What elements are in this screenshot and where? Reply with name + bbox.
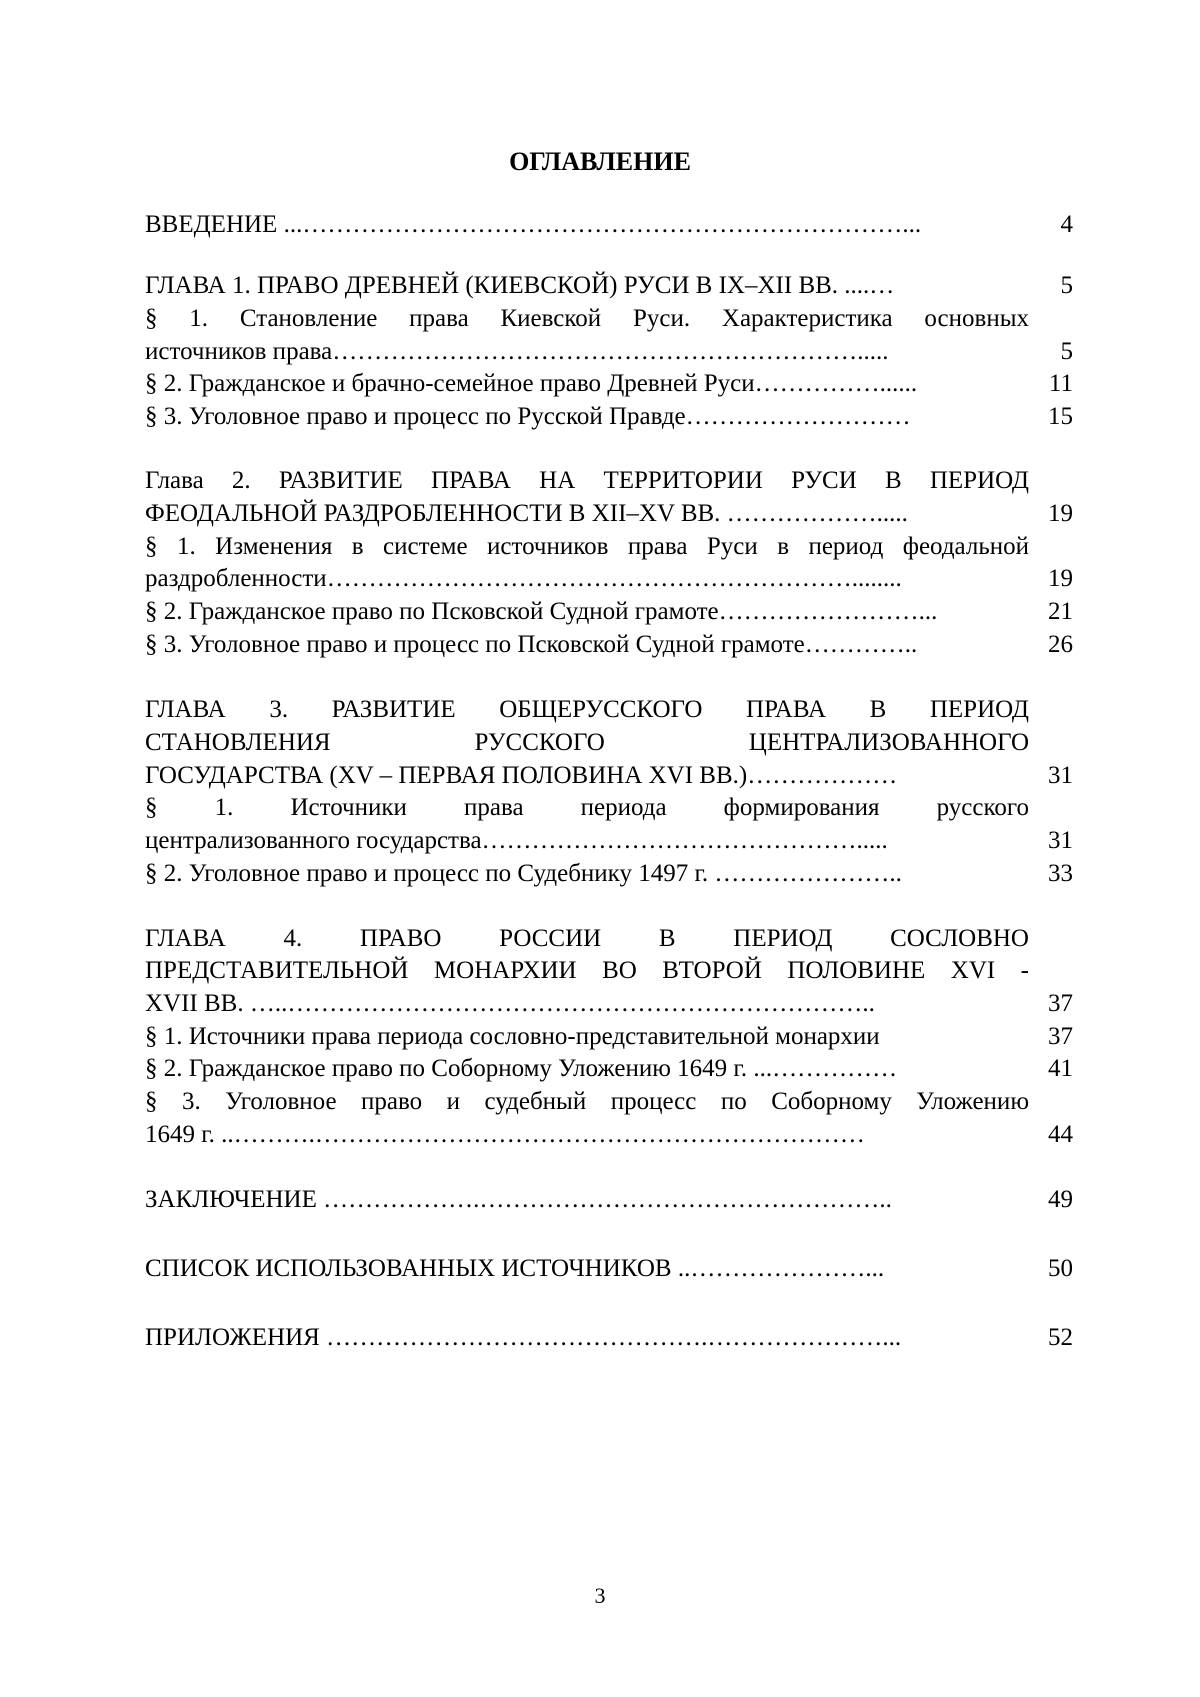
toc-page-number: 52 [1048, 1324, 1073, 1351]
toc-page-number: 31 [1048, 762, 1073, 789]
toc-page-number: 44 [1048, 1121, 1073, 1148]
toc-entry-label: § 3. Уголовное право и процесс по Псковской Судной грамоте………….. [145, 631, 918, 658]
toc-page-number: 49 [1048, 1186, 1073, 1213]
toc-entry-label: § 3. Уголовное право и процесс по Русской Правде……………………… [145, 403, 911, 430]
toc-title: ОГЛАВЛЕНИЕ [509, 147, 691, 176]
toc-page-number: 5 [1060, 272, 1073, 299]
toc-entry-label: ФЕОДАЛЬНОЙ РАЗДРОБЛЕННОСТИ В XII–XV ВВ. ………………..... [145, 500, 908, 527]
toc-entry-label: § 1. Становление права Киевской Руси. Характеристика основных [145, 305, 1029, 332]
toc-entry-label: ГЛАВА 3. РАЗВИТИЕ ОБЩЕРУССКОГО ПРАВА В ПЕРИОД [145, 696, 1029, 723]
toc-entry-label: ЗАКЛЮЧЕНИЕ ……………….………………………………………….. [145, 1186, 892, 1213]
toc-entry-label: раздробленности………………………………………………………........ [145, 565, 902, 592]
toc-page-number: 19 [1048, 565, 1073, 592]
toc-entry-label: ПРИЛОЖЕНИЯ ……………………………………….…………………... [145, 1324, 902, 1351]
toc-entry-label: ГЛАВА 1. ПРАВО ДРЕВНЕЙ (КИЕВСКОЙ) РУСИ В IX–XII ВВ. ....… [145, 272, 895, 299]
toc-entry-label: § 3. Уголовное право и судебный процесс по Соборному Уложению [145, 1088, 1029, 1115]
toc-entry-label: ГОСУДАРСТВА (XV – ПЕРВАЯ ПОЛОВИНА XVI ВВ.)……………… [145, 762, 898, 789]
toc-entry-label: § 2. Уголовное право и процесс по Судебнику 1497 г. ………………….. [145, 860, 902, 887]
toc-entry-label: § 2. Гражданское и брачно-семейное право Древней Руси……………...... [145, 370, 918, 397]
toc-entry-label: § 1. Изменения в системе источников права Руси в период феодальной [145, 533, 1029, 560]
toc-page-number: 21 [1048, 598, 1073, 625]
toc-entry-label: ПРЕДСТАВИТЕЛЬНОЙ МОНАРХИИ ВО ВТОРОЙ ПОЛОВИНЕ XVI - [145, 957, 1029, 984]
toc-entry-label: источников права………………………………………………………..... [145, 338, 889, 365]
toc-entry-label: централизованного государства………………………………………..... [145, 827, 888, 854]
toc-entry-label: § 2. Гражданское право по Соборному Уложению 1649 г. ...…………… [145, 1055, 898, 1082]
toc-page-number: 50 [1048, 1255, 1073, 1282]
toc-entry-label: СТАНОВЛЕНИЯ РУССКОГО ЦЕНТРАЛИЗОВАННОГО [145, 729, 1029, 756]
toc-entry-label: § 2. Гражданское право по Псковской Судной грамоте……………………... [145, 598, 938, 625]
toc-page-number: 5 [1060, 338, 1073, 365]
toc-page-number: 19 [1048, 500, 1073, 527]
toc-entry-label: Глава 2. РАЗВИТИЕ ПРАВА НА ТЕРРИТОРИИ РУСИ В ПЕРИОД [145, 467, 1029, 494]
toc-page-number: 26 [1048, 631, 1073, 658]
toc-page-number: 37 [1048, 1023, 1073, 1050]
toc-page-number: 15 [1048, 403, 1073, 430]
toc-entry-label: ГЛАВА 4. ПРАВО РОССИИ В ПЕРИОД СОСЛОВНО [145, 925, 1029, 952]
toc-page-number: 33 [1048, 860, 1073, 887]
toc-entry-label: ВВЕДЕНИЕ ...………………………………………………………………... [145, 211, 922, 238]
toc-page-number: 37 [1048, 990, 1073, 1017]
toc-page-number: 41 [1048, 1055, 1073, 1082]
toc-entry-label: 1649 г. ..……….………………………………………………………… [145, 1121, 865, 1148]
toc-page-number: 31 [1048, 827, 1073, 854]
toc-entry-label: § 1. Источники права периода сословно-представительной монархии [145, 1023, 880, 1050]
toc-page-number: 4 [1060, 211, 1073, 238]
toc-entry-label: СПИСОК ИСПОЛЬЗОВАННЫХ ИСТОЧНИКОВ ..…………………... [145, 1255, 885, 1282]
toc-entry-label: § 1. Источники права периода формирования русского [145, 794, 1029, 821]
toc-page-number: 11 [1048, 370, 1073, 397]
toc-entry-label: XVII ВВ. …..…………………………………………………………….. [145, 990, 875, 1017]
page-number: 3 [594, 1583, 606, 1608]
